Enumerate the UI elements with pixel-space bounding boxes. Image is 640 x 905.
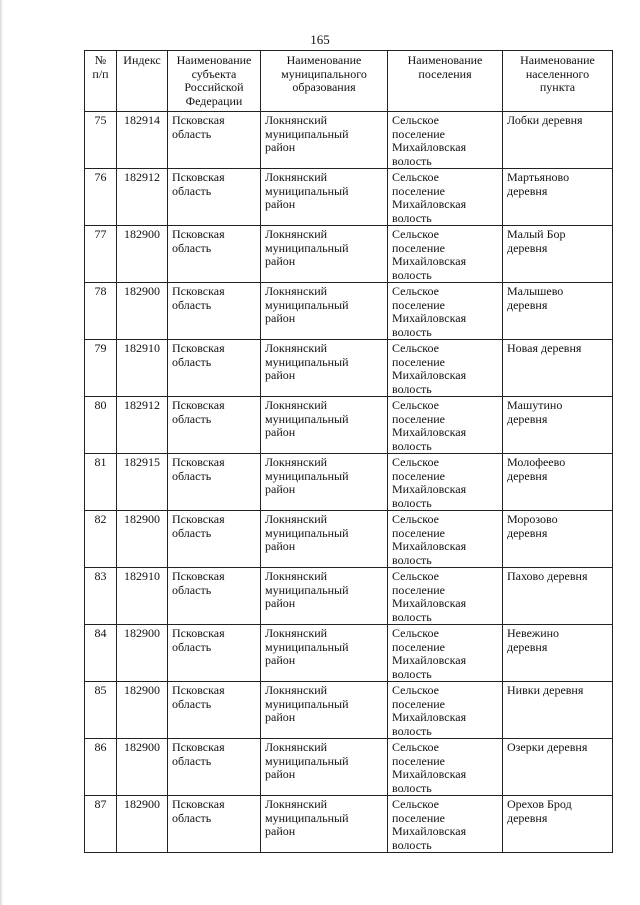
table-row: [85, 625, 613, 682]
cell-index: 182912: [117, 397, 168, 454]
cell-locality: Морозово деревня: [503, 511, 613, 568]
cell-subject: Псковская область: [168, 112, 261, 169]
cell-subject: Псковская область: [168, 682, 261, 739]
table-row: [85, 739, 613, 796]
cell-num: 87: [85, 796, 117, 853]
cell-num: 76: [85, 169, 117, 226]
cell-locality: Малый Бор деревня: [503, 226, 613, 283]
cell-locality: Молофеево деревня: [503, 454, 613, 511]
cell-subject: Псковская область: [168, 568, 261, 625]
cell-subject: Псковская область: [168, 283, 261, 340]
cell-index: 182900: [117, 682, 168, 739]
cell-locality: Невежино деревня: [503, 625, 613, 682]
cell-index: 182910: [117, 568, 168, 625]
cell-settlement: Сельское поселение Михайловская волость: [388, 226, 503, 283]
cell-settlement: Сельское поселение Михайловская волость: [388, 739, 503, 796]
cell-municipality: Локнянский муниципальный район: [261, 112, 388, 169]
header-municipality: Наименование муниципального образования: [261, 51, 388, 112]
cell-settlement: Сельское поселение Михайловская волость: [388, 169, 503, 226]
cell-num: 83: [85, 568, 117, 625]
cell-index: 182912: [117, 169, 168, 226]
cell-subject: Псковская область: [168, 454, 261, 511]
table-row: [85, 454, 613, 511]
cell-num: 78: [85, 283, 117, 340]
cell-locality: Новая деревня: [503, 340, 613, 397]
header-num: № п/п: [85, 51, 117, 112]
cell-municipality: Локнянский муниципальный район: [261, 796, 388, 853]
cell-num: 80: [85, 397, 117, 454]
cell-num: 86: [85, 739, 117, 796]
cell-index: 182900: [117, 226, 168, 283]
cell-settlement: Сельское поселение Михайловская волость: [388, 796, 503, 853]
cell-locality: Озерки деревня: [503, 739, 613, 796]
cell-subject: Псковская область: [168, 226, 261, 283]
cell-num: 84: [85, 625, 117, 682]
cell-num: 82: [85, 511, 117, 568]
cell-index: 182900: [117, 739, 168, 796]
cell-municipality: Локнянский муниципальный район: [261, 454, 388, 511]
cell-subject: Псковская область: [168, 340, 261, 397]
table-row: [85, 226, 613, 283]
cell-settlement: Сельское поселение Михайловская волость: [388, 511, 503, 568]
cell-settlement: Сельское поселение Михайловская волость: [388, 112, 503, 169]
header-settlement: Наименование поселения: [388, 51, 503, 112]
cell-municipality: Локнянский муниципальный район: [261, 340, 388, 397]
cell-index: 182915: [117, 454, 168, 511]
cell-locality: Малышево деревня: [503, 283, 613, 340]
cell-num: 85: [85, 682, 117, 739]
cell-subject: Псковская область: [168, 739, 261, 796]
scan-edge-shadow: [0, 0, 3, 905]
header-subject: Наименование субъекта Российской Федерации: [168, 51, 261, 112]
cell-settlement: Сельское поселение Михайловская волость: [388, 454, 503, 511]
table-header-row: [85, 51, 613, 112]
cell-index: 182914: [117, 112, 168, 169]
table-row: [85, 283, 613, 340]
table-row: [85, 112, 613, 169]
cell-settlement: Сельское поселение Михайловская волость: [388, 397, 503, 454]
cell-municipality: Локнянский муниципальный район: [261, 682, 388, 739]
cell-subject: Псковская область: [168, 169, 261, 226]
cell-settlement: Сельское поселение Михайловская волость: [388, 283, 503, 340]
cell-subject: Псковская область: [168, 397, 261, 454]
cell-municipality: Локнянский муниципальный район: [261, 739, 388, 796]
cell-locality: Пахово деревня: [503, 568, 613, 625]
cell-locality: Орехов Брод деревня: [503, 796, 613, 853]
cell-subject: Псковская область: [168, 511, 261, 568]
table-row: [85, 511, 613, 568]
table-row: [85, 169, 613, 226]
table-row: [85, 682, 613, 739]
cell-num: 75: [85, 112, 117, 169]
cell-municipality: Локнянский муниципальный район: [261, 283, 388, 340]
cell-settlement: Сельское поселение Михайловская волость: [388, 568, 503, 625]
locality-registry-table: [84, 50, 613, 853]
table-row: [85, 340, 613, 397]
cell-municipality: Локнянский муниципальный район: [261, 169, 388, 226]
cell-municipality: Локнянский муниципальный район: [261, 226, 388, 283]
cell-index: 182900: [117, 511, 168, 568]
cell-num: 77: [85, 226, 117, 283]
cell-index: 182900: [117, 625, 168, 682]
page-number: 165: [310, 32, 330, 47]
table-row: [85, 568, 613, 625]
table-body: [85, 112, 613, 853]
cell-locality: Нивки деревня: [503, 682, 613, 739]
cell-settlement: Сельское поселение Михайловская волость: [388, 625, 503, 682]
cell-municipality: Локнянский муниципальный район: [261, 511, 388, 568]
cell-locality: Машутино деревня: [503, 397, 613, 454]
cell-index: 182900: [117, 283, 168, 340]
cell-subject: Псковская область: [168, 625, 261, 682]
cell-municipality: Локнянский муниципальный район: [261, 397, 388, 454]
cell-locality: Мартьяново деревня: [503, 169, 613, 226]
cell-num: 81: [85, 454, 117, 511]
cell-index: 182910: [117, 340, 168, 397]
cell-index: 182900: [117, 796, 168, 853]
table-row: [85, 397, 613, 454]
cell-subject: Псковская область: [168, 796, 261, 853]
cell-num: 79: [85, 340, 117, 397]
table-row: [85, 796, 613, 853]
cell-settlement: Сельское поселение Михайловская волость: [388, 340, 503, 397]
header-index: Индекс: [117, 51, 168, 112]
cell-municipality: Локнянский муниципальный район: [261, 625, 388, 682]
cell-locality: Лобки деревня: [503, 112, 613, 169]
cell-municipality: Локнянский муниципальный район: [261, 568, 388, 625]
header-locality: Наименование населенного пункта: [503, 51, 613, 112]
cell-settlement: Сельское поселение Михайловская волость: [388, 682, 503, 739]
